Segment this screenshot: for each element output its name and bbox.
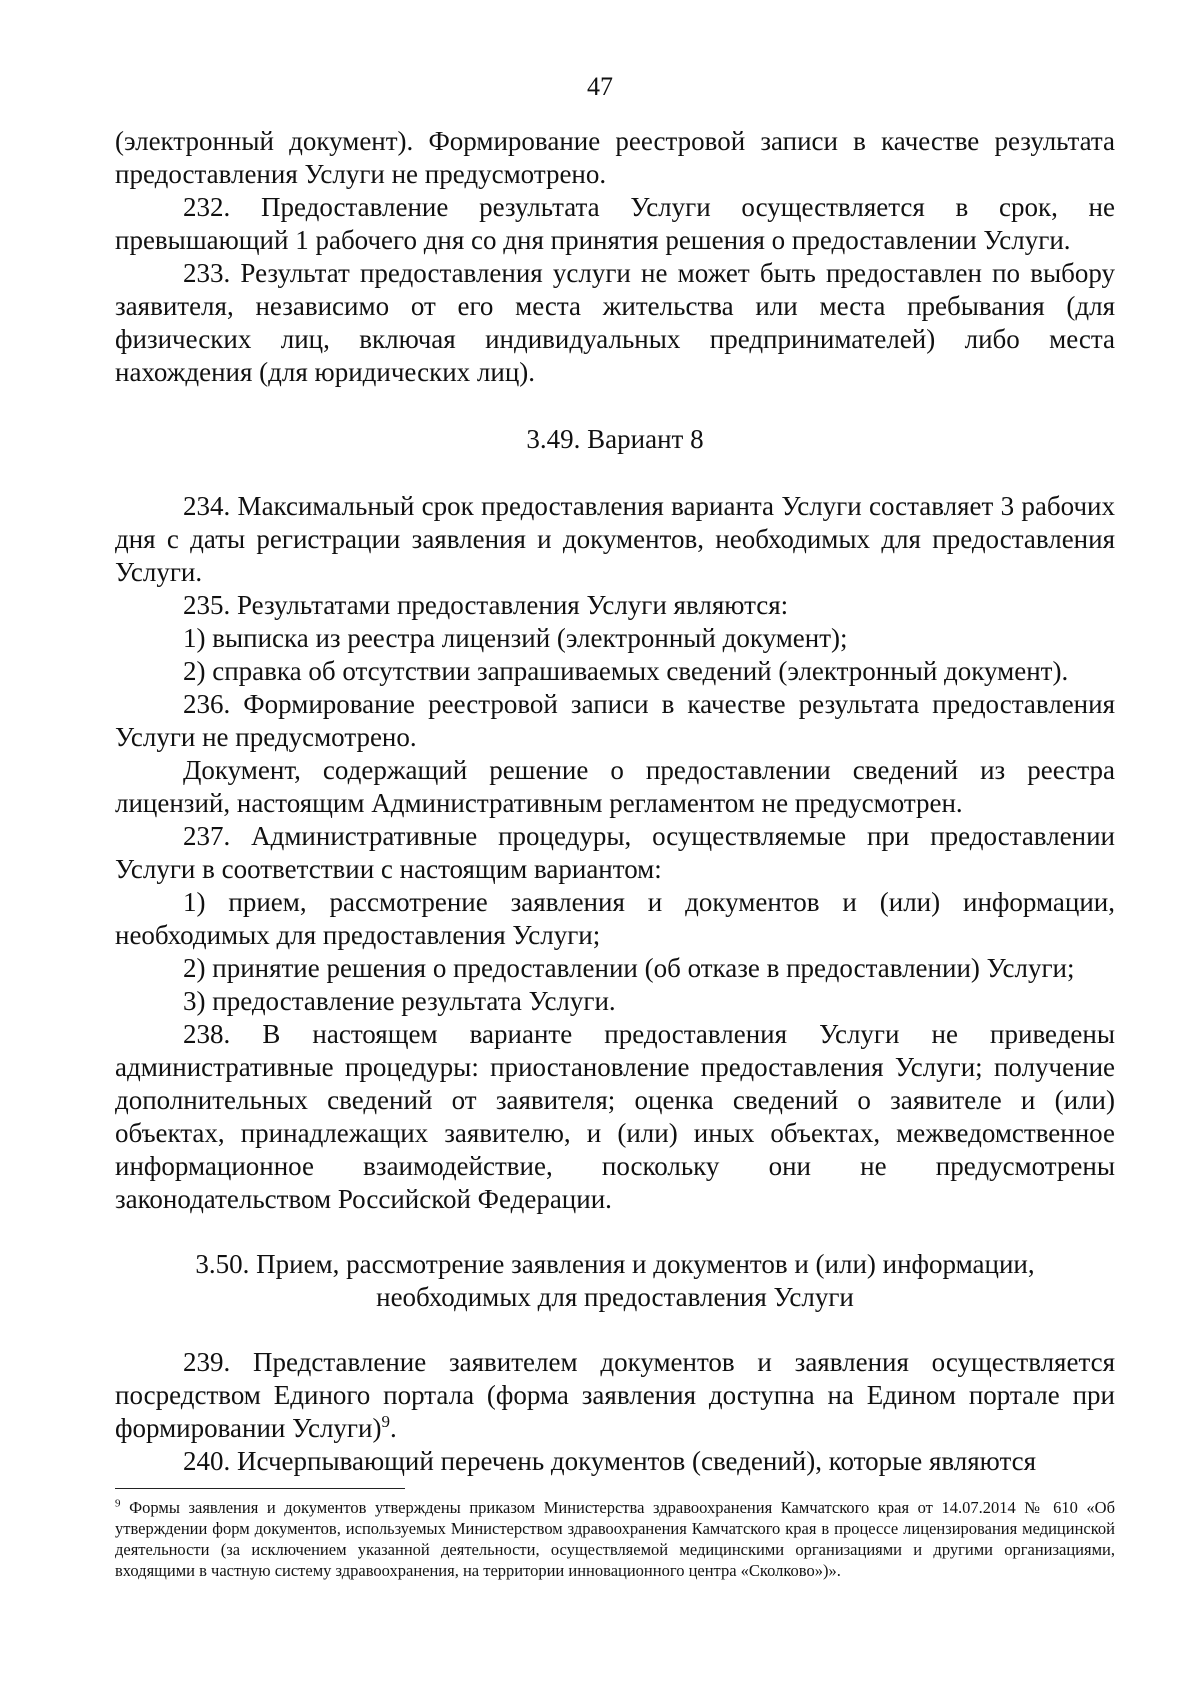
section-heading-3-49: 3.49. Вариант 8 <box>526 424 704 454</box>
list-item-237-3: 3) предоставление результата Услуги. <box>183 986 616 1016</box>
paragraph-239-text: 239. Представление заявителем документов и заявления осуществляется посредством Единого портала (форма заявления доступна на Едином портале при формировании Услуги) <box>115 1347 1115 1443</box>
paragraph-232: 232. Предоставление результата Услуги осуществляется в срок, не превышающий 1 рабочего дня со дня принятия решения о предоставлении Услуги. <box>115 192 1115 255</box>
paragraph-240: 240. Исчерпывающий перечень документов (сведений), которые являются <box>183 1446 1036 1476</box>
section-heading-3-50-line-1: 3.50. Прием, рассмотрение заявления и документов и (или) информации, <box>195 1249 1035 1279</box>
paragraph-237: 237. Административные процедуры, осуществляемые при предоставлении Услуги в соответствии с настоящим вариантом: <box>115 821 1115 884</box>
list-item-237-1: 1) прием, рассмотрение заявления и документов и (или) информации, необходимых для предоставления Услуги; <box>115 887 1115 950</box>
section-heading-3-50-line-2: необходимых для предоставления Услуги <box>376 1282 854 1312</box>
paragraph-239 <box>115 1346 1115 1445</box>
footnote-marker: 9 <box>115 1497 121 1510</box>
footnote-reference[interactable]: 9 <box>381 1412 390 1431</box>
document-body <box>115 125 1115 1478</box>
paragraph-239-end: . <box>389 1413 397 1443</box>
footnote-separator <box>115 1488 405 1489</box>
section-heading-3-50 <box>115 1248 1115 1314</box>
paragraph-continuation: (электронный документ). Формирование реестровой записи в качестве результата предоставления Услуги не предусмотрено. <box>115 126 1115 189</box>
paragraph-235: 235. Результатами предоставления Услуги являются: <box>183 590 789 620</box>
footnote <box>115 1497 1115 1581</box>
list-item-237-2: 2) принятие решения о предоставлении (об отказе в предоставлении) Услуги; <box>183 953 1075 983</box>
page-number: 47 <box>587 72 613 101</box>
paragraph-234: 234. Максимальный срок предоставления варианта Услуги составляет 3 рабочих дня с даты регистрации заявления и документов, необходимых для предоставления Услуги. <box>115 491 1115 587</box>
list-item-235-2: 2) справка об отсутствии запрашиваемых сведений (электронный документ). <box>183 656 1069 686</box>
paragraph-236: 236. Формирование реестровой записи в качестве результата предоставления Услуги не предусмотрено. <box>115 689 1115 752</box>
paragraph-document-decision: Документ, содержащий решение о предоставлении сведений из реестра лицензий, настоящим Административным регламентом не предусмотрен. <box>115 755 1115 818</box>
list-item-235-1: 1) выписка из реестра лицензий (электронный документ); <box>183 623 848 653</box>
paragraph-233: 233. Результат предоставления услуги не может быть предоставлен по выбору заявителя, независимо от его места жительства или места пребывания (для физических лиц, включая индивидуальных предпринимателей) либо места нахождения (для юридических лиц). <box>115 258 1115 387</box>
footnote-text: Формы заявления и документов утверждены приказом Министерства здравоохранения Камчатского края от 14.07.2014 № 610 «Об утверждении форм документов, используемых Министерством здравоохранения Камчатского края в процессе лицензирования медицинской деятельности (за исключением указанной деятельности, осуществляемой медицинскими организациями и другими организациями, входящими в частную систему здравоохранения, на территории инновационного центра «Сколково»)». <box>115 1498 1115 1580</box>
paragraph-238: 238. В настоящем варианте предоставления Услуги не приведены административные процедуры: приостановление предоставления Услуги; получение дополнительных сведений от заявителя; оценка сведений о заявителе и (или) объектах, принадлежащих заявителю, и (или) иных объектах, межведомственное информационное взаимодействие, поскольку они не предусмотрены законодательством Российской Федерации. <box>115 1019 1115 1214</box>
